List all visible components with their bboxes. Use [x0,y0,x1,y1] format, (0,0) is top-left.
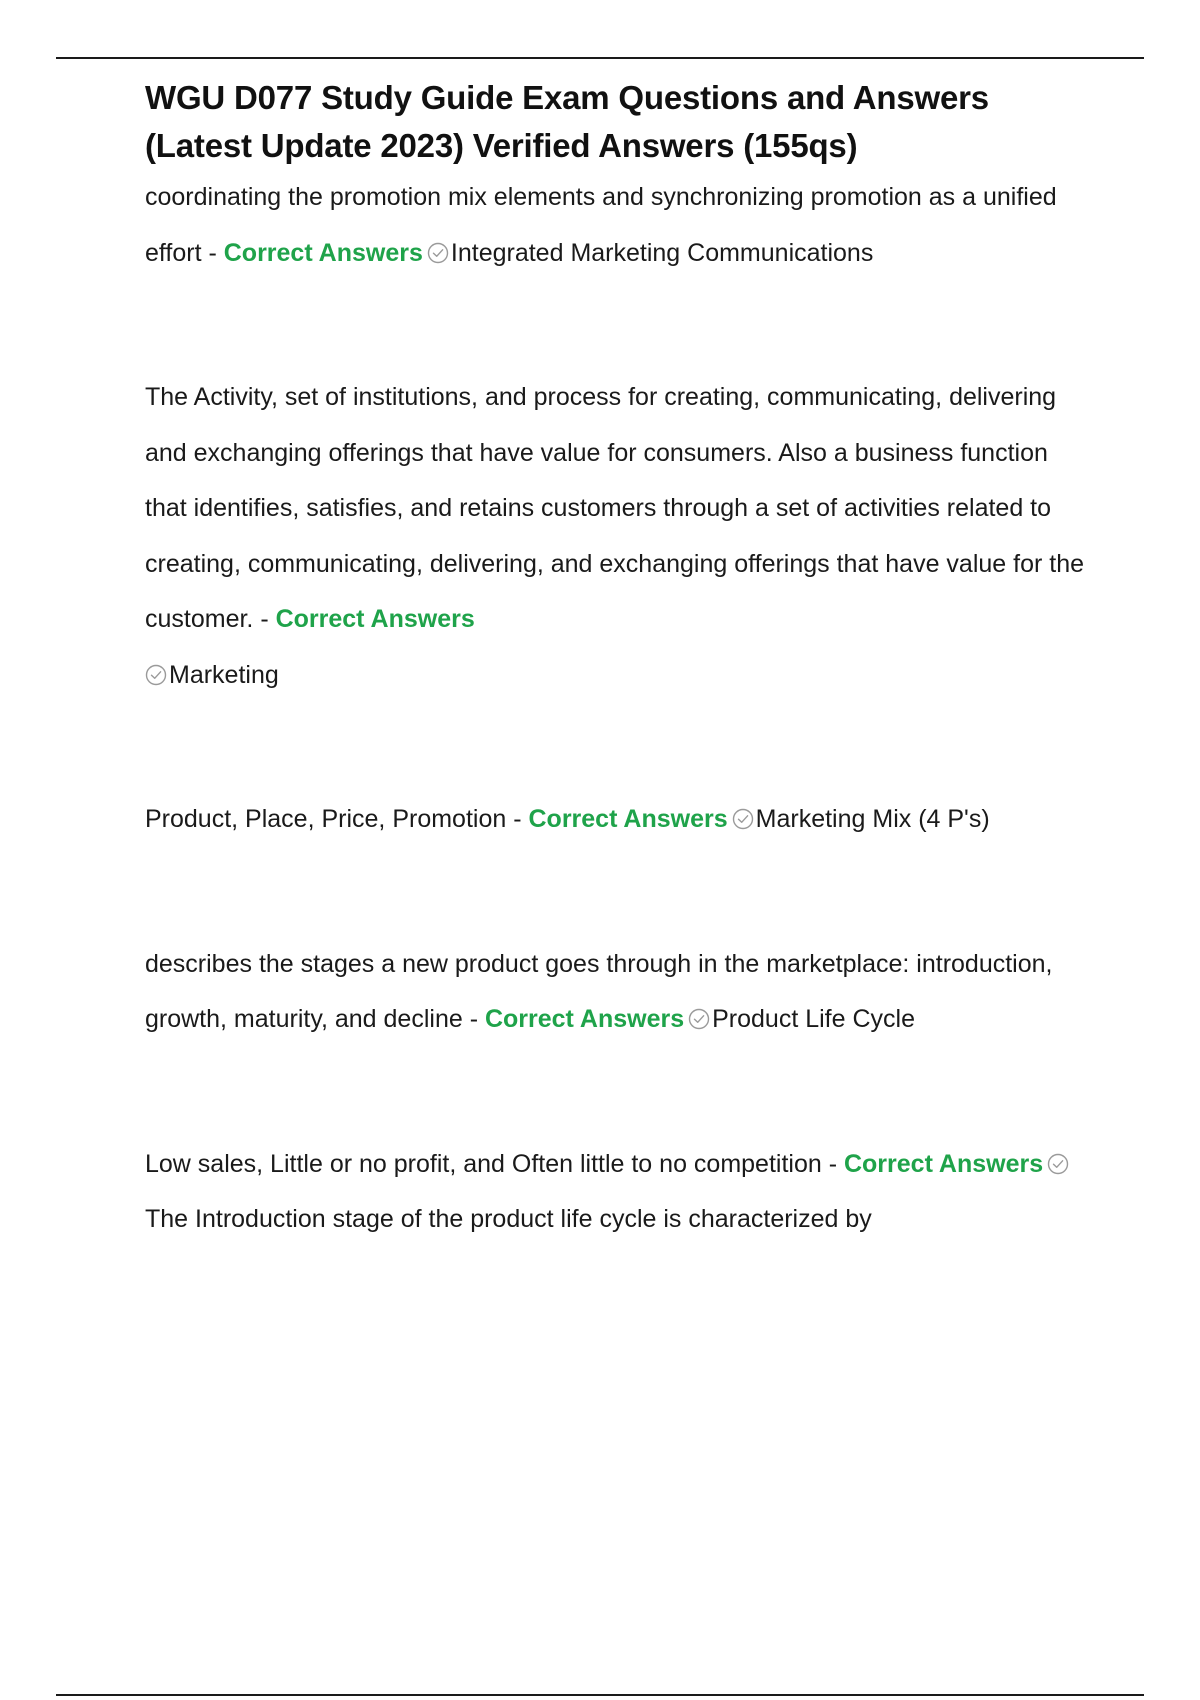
answer-text: The Introduction stage of the product life cycle is characterized by [145,1205,872,1233]
correct-answers-label: Correct Answers [843,1149,1044,1178]
separator: - [201,238,224,267]
answer-text: Product Life Cycle [712,1005,915,1033]
separator: - [506,805,529,833]
correct-answers-label: Correct Answers [484,1005,685,1033]
check-circle-icon [1047,1153,1069,1175]
question-text: coordinating the promotion mix elements and synchronizing promotion as a unified effort [145,183,1057,267]
correct-answers-label: Correct Answers [528,805,728,833]
bottom-divider [56,1694,1144,1696]
answer-text: Marketing [169,660,279,689]
answer-text: Marketing Mix (4 P's) [755,805,990,833]
document-title: WGU D077 Study Guide Exam Questions and Answers (Latest Update 2023) Verified Answers (155qs) [145,79,989,164]
correct-answers-label: Correct Answers [223,238,423,267]
question-text: Product, Place, Price, Promotion [145,805,507,833]
qa-item [145,792,1090,848]
check-circle-icon [732,808,754,830]
question-text: The Activity, set of institutions, and process for creating, communicating, delivering and exchanging offerings that have value for consumers. Also a business function that identifies, satisfies, and retains customers through a set of activities related to creating, communicating, delivering, and exchanging offerings that have value for the customer. [145,383,1085,633]
qa-item [145,370,1090,703]
qa-item [145,170,1090,281]
check-circle-icon [427,242,449,264]
separator: - [253,605,276,633]
question-text: Low sales, Little or no profit, and Often little to no competition [145,1149,822,1178]
separator: - [462,1005,485,1033]
qa-list [145,170,1090,1248]
question-text: describes the stages a new product goes through in the marketplace: introduction, growth, maturity, and decline [145,949,1053,1033]
check-circle-icon [688,1008,710,1030]
separator: - [821,1149,844,1178]
correct-answers-label: Correct Answers [275,605,475,633]
qa-item [145,937,1090,1048]
check-circle-icon [145,664,167,686]
qa-item [145,1137,1090,1248]
page-content [145,74,1090,1248]
answer-text: Integrated Marketing Communications [450,238,874,267]
top-divider [56,57,1144,59]
